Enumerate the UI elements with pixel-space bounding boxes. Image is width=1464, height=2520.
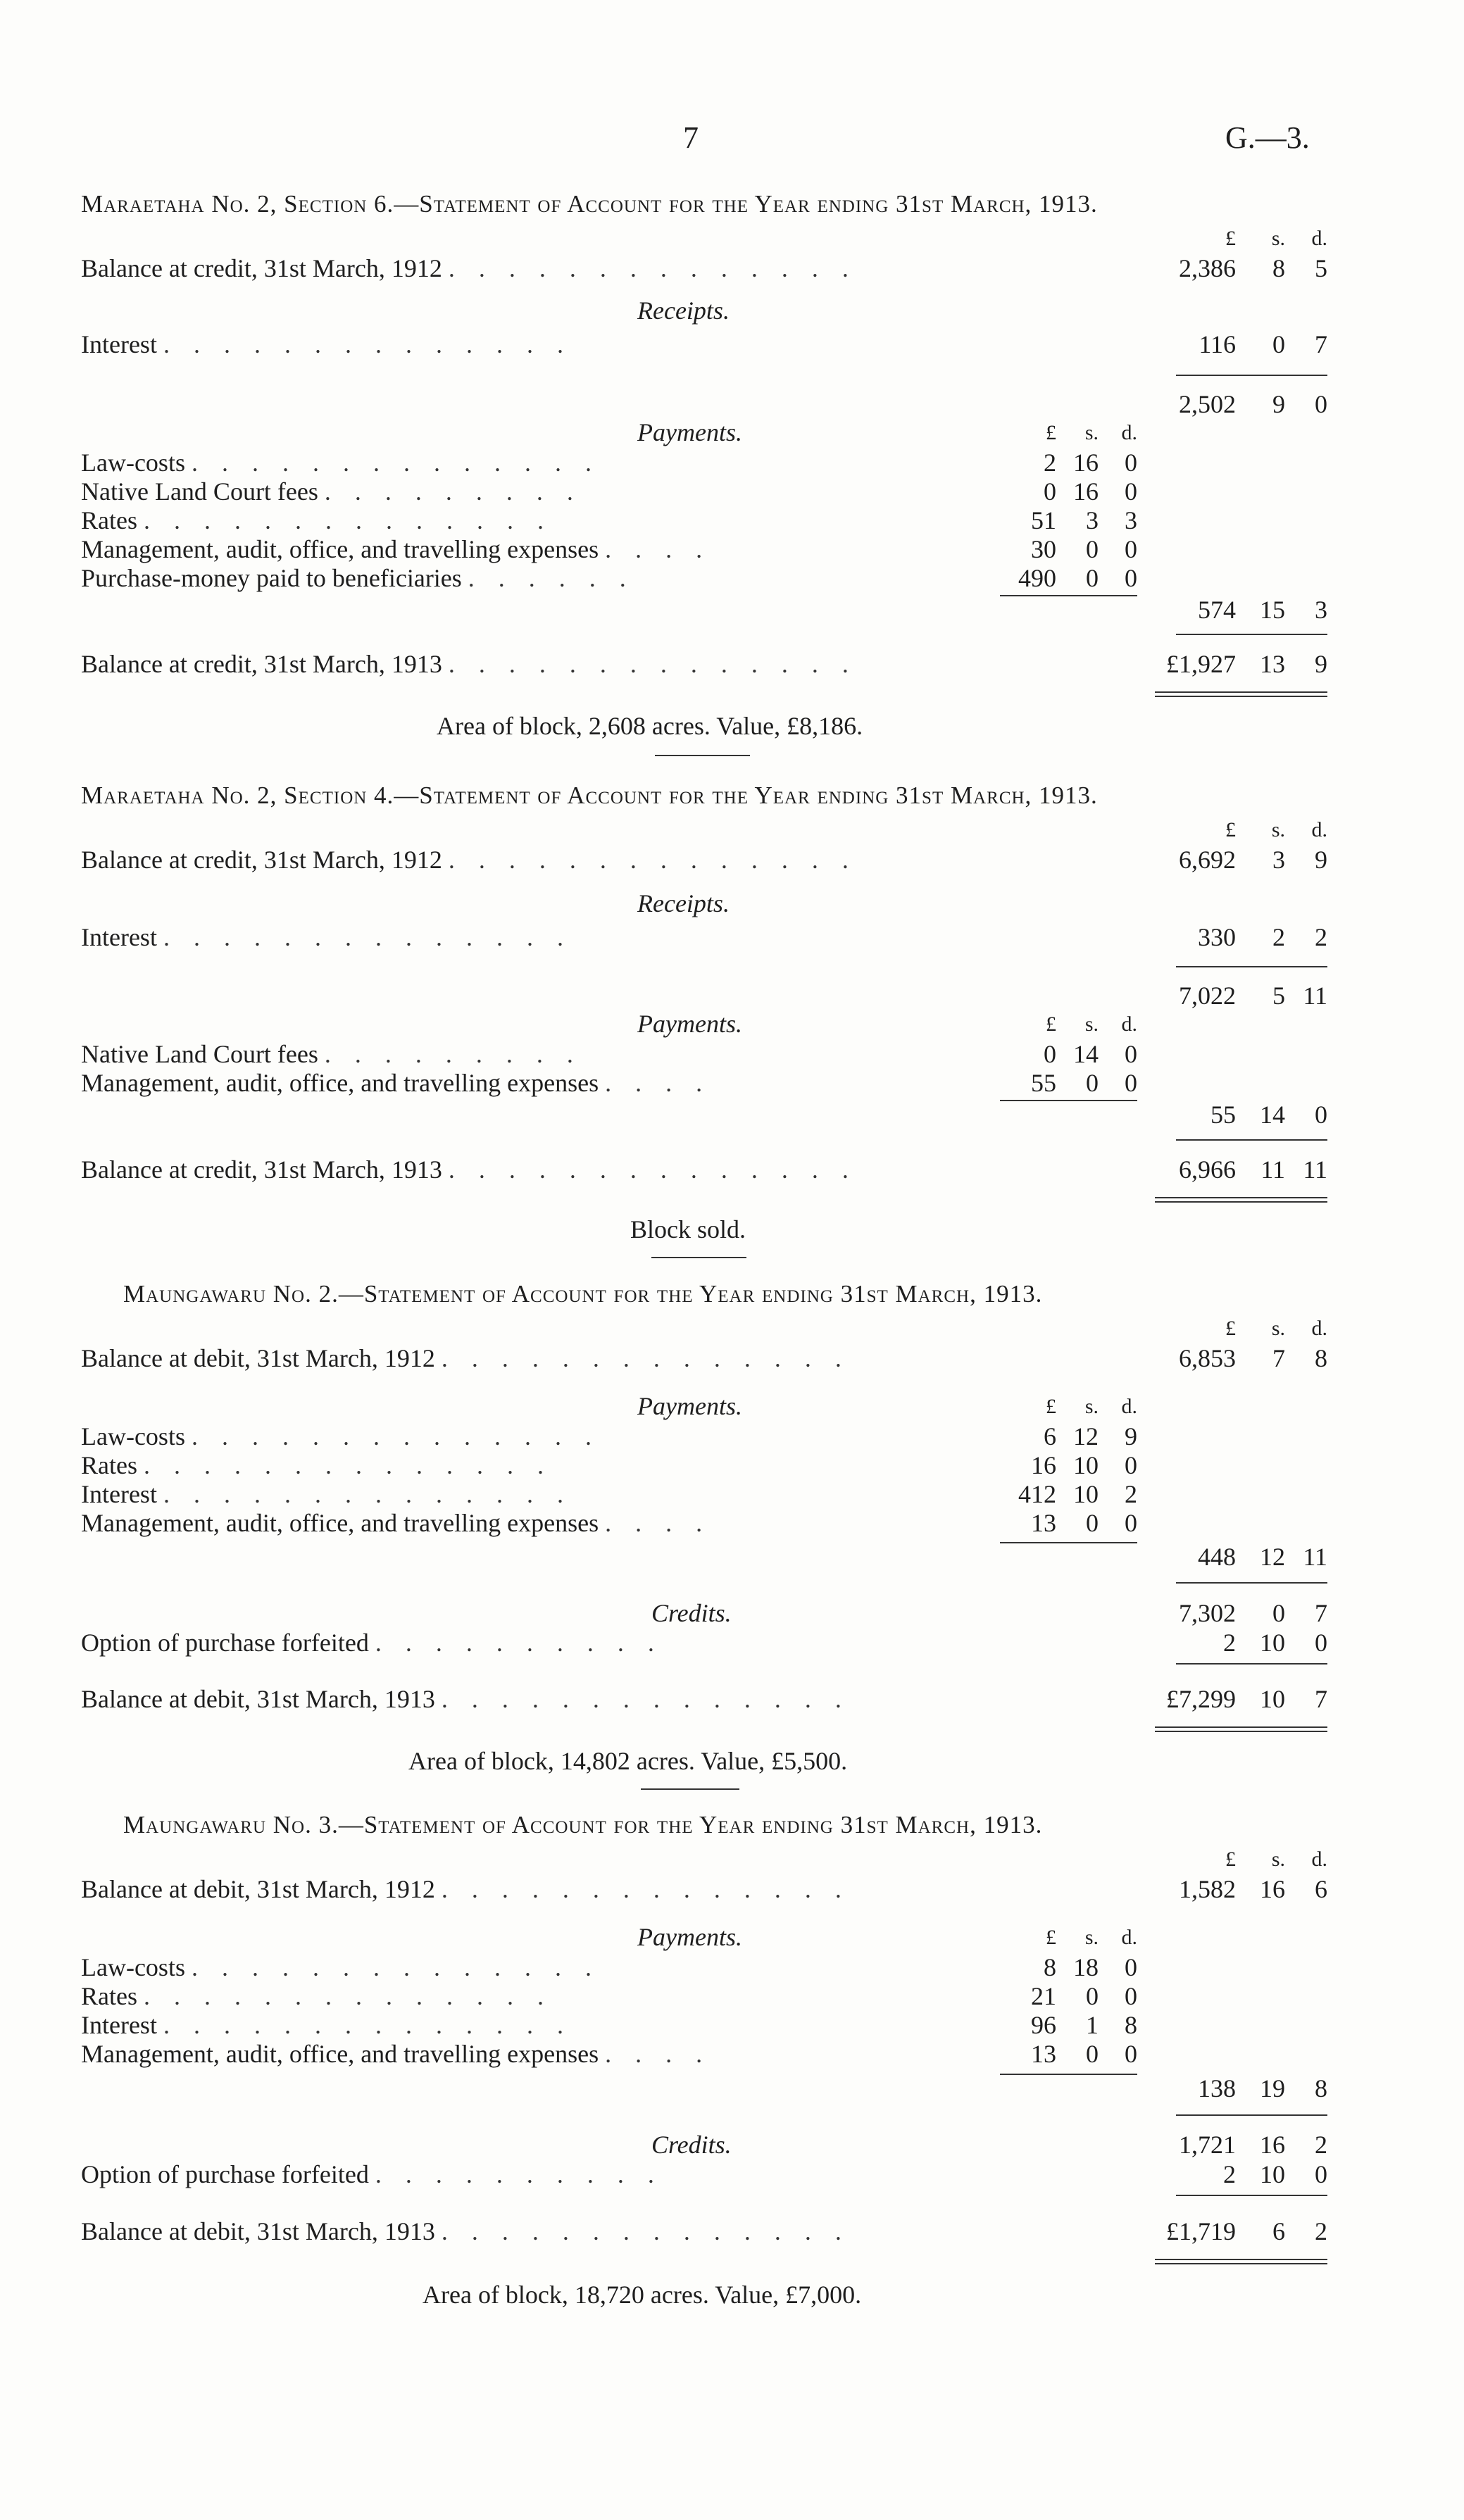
payments-total-row: 574 15 3 [1198,596,1327,624]
payment-row: Interest .............. 96 1 8 [81,2011,1137,2039]
subtotal-row: 7,022 5 11 [1179,982,1327,1010]
payment-row: Management, audit, office, and travelling expenses .... 13 0 0 [81,2040,1137,2068]
payment-row: Management, audit, office, and travelling expenses .... 30 0 0 [81,535,1137,563]
pence-header: d. [1311,227,1327,250]
credit-row: Option of purchase forfeited .......... 2 10 0 [81,2160,1327,2188]
opening-balance-row: Balance at debit, 31st March, 1912 .............. 6,853 7 8 [81,1344,1327,1372]
payment-row: Rates .............. 21 0 0 [81,1982,1137,2010]
payments-heading: Payments. [637,418,742,446]
payment-row: Purchase-money paid to beneficiaries ...... 490 0 0 [81,564,1137,592]
credits-heading: Credits. [651,1599,732,1627]
payment-row: Law-costs .............. 2 16 0 [81,449,1137,477]
sum-rule [1176,2195,1327,2196]
pound-header: £ [1225,227,1236,250]
payments-currency-header: £ s. d. [1046,421,1137,444]
currency-header-row [0,227,1464,256]
payment-row: Interest .............. 412 10 2 [81,1480,1137,1508]
payments-heading: Payments. [637,1010,742,1038]
double-rule [1155,2259,1327,2264]
payments-heading: Payments. [637,1392,742,1420]
sum-rule [1176,634,1327,635]
double-rule [1155,691,1327,697]
closing-balance-row: Balance at credit, 31st March, 1913 .............. £1,927 13 9 [81,650,1327,678]
payments-total-row: 448 12 11 [1198,1543,1327,1571]
payments-currency-header: £ s. d. [1046,1395,1137,1418]
section-2-title: Maraetaha No. 2, Section 4.—Statement of Account for the Year ending 31st March, 1913. [81,782,1098,809]
closing-balance-row: Balance at debit, 31st March, 1913 .............. £1,719 6 2 [81,2217,1327,2245]
receipts-heading: Receipts. [637,296,730,325]
closing-balance-row: Balance at debit, 31st March, 1913 .............. £7,299 10 7 [81,1685,1327,1713]
section-3-title: Maungawaru No. 2.—Statement of Account for the Year ending 31st March, 1913. [123,1280,1043,1308]
double-rule [1155,1726,1327,1732]
subtotal-row: 2,502 9 0 [1179,390,1327,418]
currency-header-row: £ s. d. [1225,818,1327,841]
page-reference: G.—3. [1225,120,1310,155]
receipt-row: Interest .............. 330 2 2 [81,923,1327,951]
sum-rule [1176,966,1327,967]
section-4-title: Maungawaru No. 3.—Statement of Account for the Year ending 31st March, 1913. [123,1811,1043,1838]
payment-row: Law-costs .............. 6 12 9 [81,1422,1137,1450]
payments-total-row: 138 19 8 [1198,2074,1327,2102]
block-note: Area of block, 18,720 acres. Value, £7,000. [423,2281,862,2309]
credits-heading: Credits. [651,2131,732,2159]
receipt-row: Interest .............. 116 0 7 [81,330,1327,358]
sum-rule [1176,1663,1327,1665]
row-label: Balance at credit, 31st March, 1912 .............. [81,254,872,282]
payment-row: Native Land Court fees ......... 0 14 0 [81,1040,1137,1068]
credit-row: Option of purchase forfeited .......... 2 10 0 [81,1629,1327,1657]
receipts-heading: Receipts. [637,889,730,917]
closing-balance-row: Balance at credit, 31st March, 1913 .............. 6,966 11 11 [81,1155,1327,1184]
currency-header-row: £ s. d. [1225,1848,1327,1871]
double-rule [1155,1197,1327,1203]
shilling-header: s. [1271,227,1285,250]
payments-currency-header: £ s. d. [1046,1013,1137,1036]
page-number: 7 [683,120,699,155]
block-note: Area of block, 14,802 acres. Value, £5,500. [408,1747,848,1775]
subtotal-row: 7,302 0 7 [1179,1599,1327,1627]
subtotal-row: 1,721 16 2 [1179,2131,1327,2159]
payments-currency-header: £ s. d. [1046,1926,1137,1949]
section-1-title: Maraetaha No. 2, Section 6.—Statement of Account for the Year ending 31st March, 1913. [81,190,1098,218]
currency-header-row: £ s. d. [1225,1317,1327,1340]
payment-row: Management, audit, office, and travelling expenses .... 13 0 0 [81,1509,1137,1537]
opening-balance-row: Balance at credit, 31st March, 1912 .............. 2,386 8 5 [81,254,1327,282]
section-divider [641,1788,739,1790]
block-note: Area of block, 2,608 acres. Value, £8,186. [437,712,863,740]
section-divider [655,755,750,756]
sum-rule [1176,2114,1327,2116]
block-note: Block sold. [630,1215,746,1243]
opening-balance-row: Balance at credit, 31st March, 1912 .............. 6,692 3 9 [81,846,1327,874]
payment-row: Law-costs .............. 8 18 0 [81,1953,1137,1981]
payments-heading: Payments. [637,1923,742,1951]
payments-total-row: 55 14 0 [1210,1101,1327,1129]
sum-rule [1176,375,1327,376]
payment-row: Rates .............. 16 10 0 [81,1451,1137,1479]
sum-rule [1176,1139,1327,1141]
sum-rule [1176,1582,1327,1584]
payment-row: Rates .............. 51 3 3 [81,506,1137,534]
opening-balance-row: Balance at debit, 31st March, 1912 .............. 1,582 16 6 [81,1875,1327,1903]
payment-row: Management, audit, office, and travelling expenses .... 55 0 0 [81,1069,1137,1097]
payment-row: Native Land Court fees ......... 0 16 0 [81,477,1137,506]
section-divider [651,1257,746,1258]
